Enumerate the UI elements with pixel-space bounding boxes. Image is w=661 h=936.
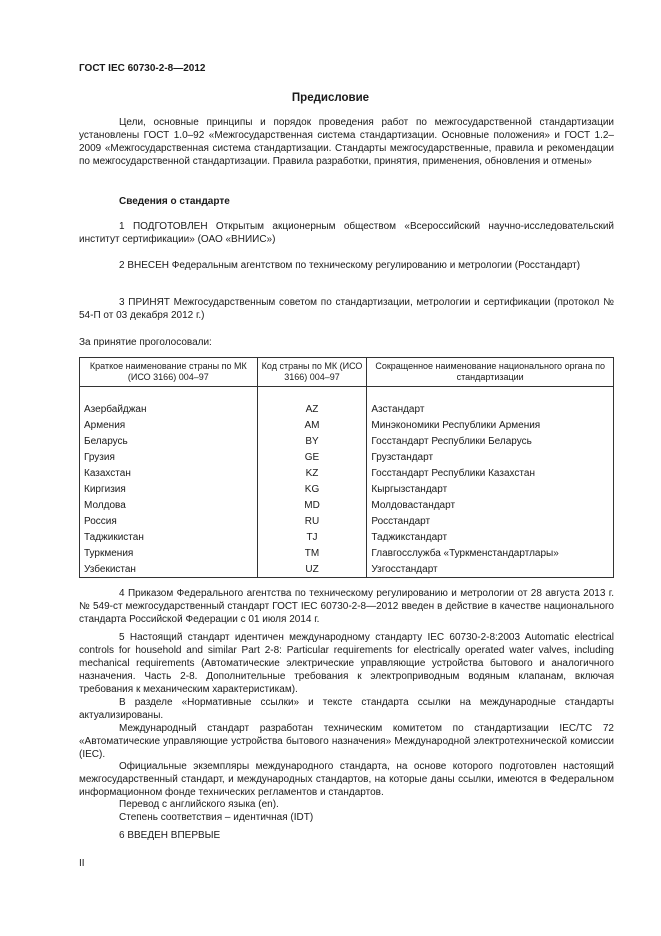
column-header-body: Сокращенное наименование национального органа по стандартизации [367,358,614,387]
body-cell: Росстандарт [367,513,614,529]
item-6: 6 ВВЕДЕН ВПЕРВЫЕ [119,830,221,841]
body-cell: Узгосстандарт [367,561,614,578]
voted-label: За принятие проголосовали: [79,337,212,348]
body-cell: Таджикстандарт [367,529,614,545]
column-header-code: Код страны по МК (ИСО 3166) 004–97 [257,358,367,387]
table-row [80,449,614,465]
country-cell: Узбекистан [80,561,258,578]
body-cell: Госстандарт Республики Казахстан [367,465,614,481]
item-4: 4 Приказом Федерального агентства по техническому регулированию и метрологии от 28 августа 2013 г. № 549-ст межгосударственный стандарт ГОСТ IEC 60730-2-8—2012 введен в действие в качестве национального стандарта Российской Федерации с 01 июля 2014 г. [79,588,614,625]
code-cell: AM [257,417,367,433]
body-cell: Грузстандарт [367,449,614,465]
refs-paragraph: В разделе «Нормативные ссылки» и тексте стандарта ссылки на международные стандарты актуализированы. [79,697,614,721]
table-row [80,481,614,497]
table-row [80,401,614,417]
country-cell: Беларусь [80,433,258,449]
body-cell: Азстандарт [367,401,614,417]
country-cell: Азербайджан [80,401,258,417]
code-cell: KZ [257,465,367,481]
code-cell: KG [257,481,367,497]
table-row [80,497,614,513]
country-cell: Таджикистан [80,529,258,545]
code-cell: AZ [257,401,367,417]
table-row [80,529,614,545]
body-cell: Главгосслужба «Туркменстандартлары» [367,545,614,561]
table-row [80,465,614,481]
document-header: ГОСТ IEC 60730-2-8—2012 [79,63,206,74]
page-number: II [79,858,85,869]
developer-paragraph: Международный стандарт разработан техническим комитетом по стандартизации IEC/TC 72 «Автоматические управляющие устройства бытового назначения» Международной электротехнической комиссии (IEC). [79,723,614,760]
item-2: 2 ВНЕСЕН Федеральным агентством по техническому регулированию и метрологии (Росстандарт) [119,260,581,271]
item-5: 5 Настоящий стандарт идентичен международному стандарту IEC 60730-2-8:2003 Automatic electrical controls for household and similar Part 2-8: Particular requirements for electrically operated water valves, including mechanical requirements (Автоматические электрические управляющие устройства бытового и аналогичного назначения. Часть 2-8. Дополнительные требования к электроприводным водяным клапанам, включая требования к механическим характеристикам). [79,632,614,695]
code-cell: TM [257,545,367,561]
page-title: Предисловие [291,92,370,104]
table-row [80,545,614,561]
section-subtitle: Сведения о стандарте [119,196,230,207]
table-row [80,433,614,449]
item-3: 3 ПРИНЯТ Межгосударственным советом по стандартизации, метрологии и сертификации (протокол № 54-П от 03 декабря 2012 г.) [79,297,614,321]
body-cell: Кыргызстандарт [367,481,614,497]
table-row [80,513,614,529]
column-header-country: Краткое наименование страны по МК (ИСО 3166) 004–97 [80,358,258,387]
code-cell: RU [257,513,367,529]
code-cell: TJ [257,529,367,545]
code-cell: MD [257,497,367,513]
country-table [79,357,614,578]
country-cell: Грузия [80,449,258,465]
body-cell: Госстандарт Республики Беларусь [367,433,614,449]
body-cell: Минэкономики Республики Армения [367,417,614,433]
code-cell: UZ [257,561,367,578]
table-row [80,417,614,433]
degree-paragraph: Степень соответствия – идентичная (IDT) [119,812,314,823]
table-header-row [80,358,614,387]
translation-paragraph: Перевод с английского языка (en). [119,799,279,810]
body-cell: Молдовастандарт [367,497,614,513]
country-cell: Молдова [80,497,258,513]
code-cell: GE [257,449,367,465]
item-1: 1 ПОДГОТОВЛЕН Открытым акционерным обществом «Всероссийский научно-исследовательский институт сертификации» (ОАО «ВНИИС») [79,221,614,245]
code-cell: BY [257,433,367,449]
official-copies-paragraph: Официальные экземпляры международного стандарта, на основе которого подготовлен настоящий межгосударственный стандарт, и международных стандартов, на которые даны ссылки, имеются в Федеральном информационном фонде технических регламентов и стандартов. [79,761,614,798]
country-cell: Казахстан [80,465,258,481]
country-cell: Туркмения [80,545,258,561]
intro-paragraph: Цели, основные принципы и порядок проведения работ по межгосударственной стандартизации установлены ГОСТ 1.0–92 «Межгосударственная система стандартизации. Основные положения» и ГОСТ 1.2–2009 «Межгосударственная система стандартизации. Стандарты межгосударственные, правила и рекомендации по межгосударственной стандартизации. Правила разработки, принятия, применения, обновления и отмены» [79,117,614,167]
country-cell: Киргизия [80,481,258,497]
country-cell: Россия [80,513,258,529]
table-row [80,561,614,578]
country-cell: Армения [80,417,258,433]
